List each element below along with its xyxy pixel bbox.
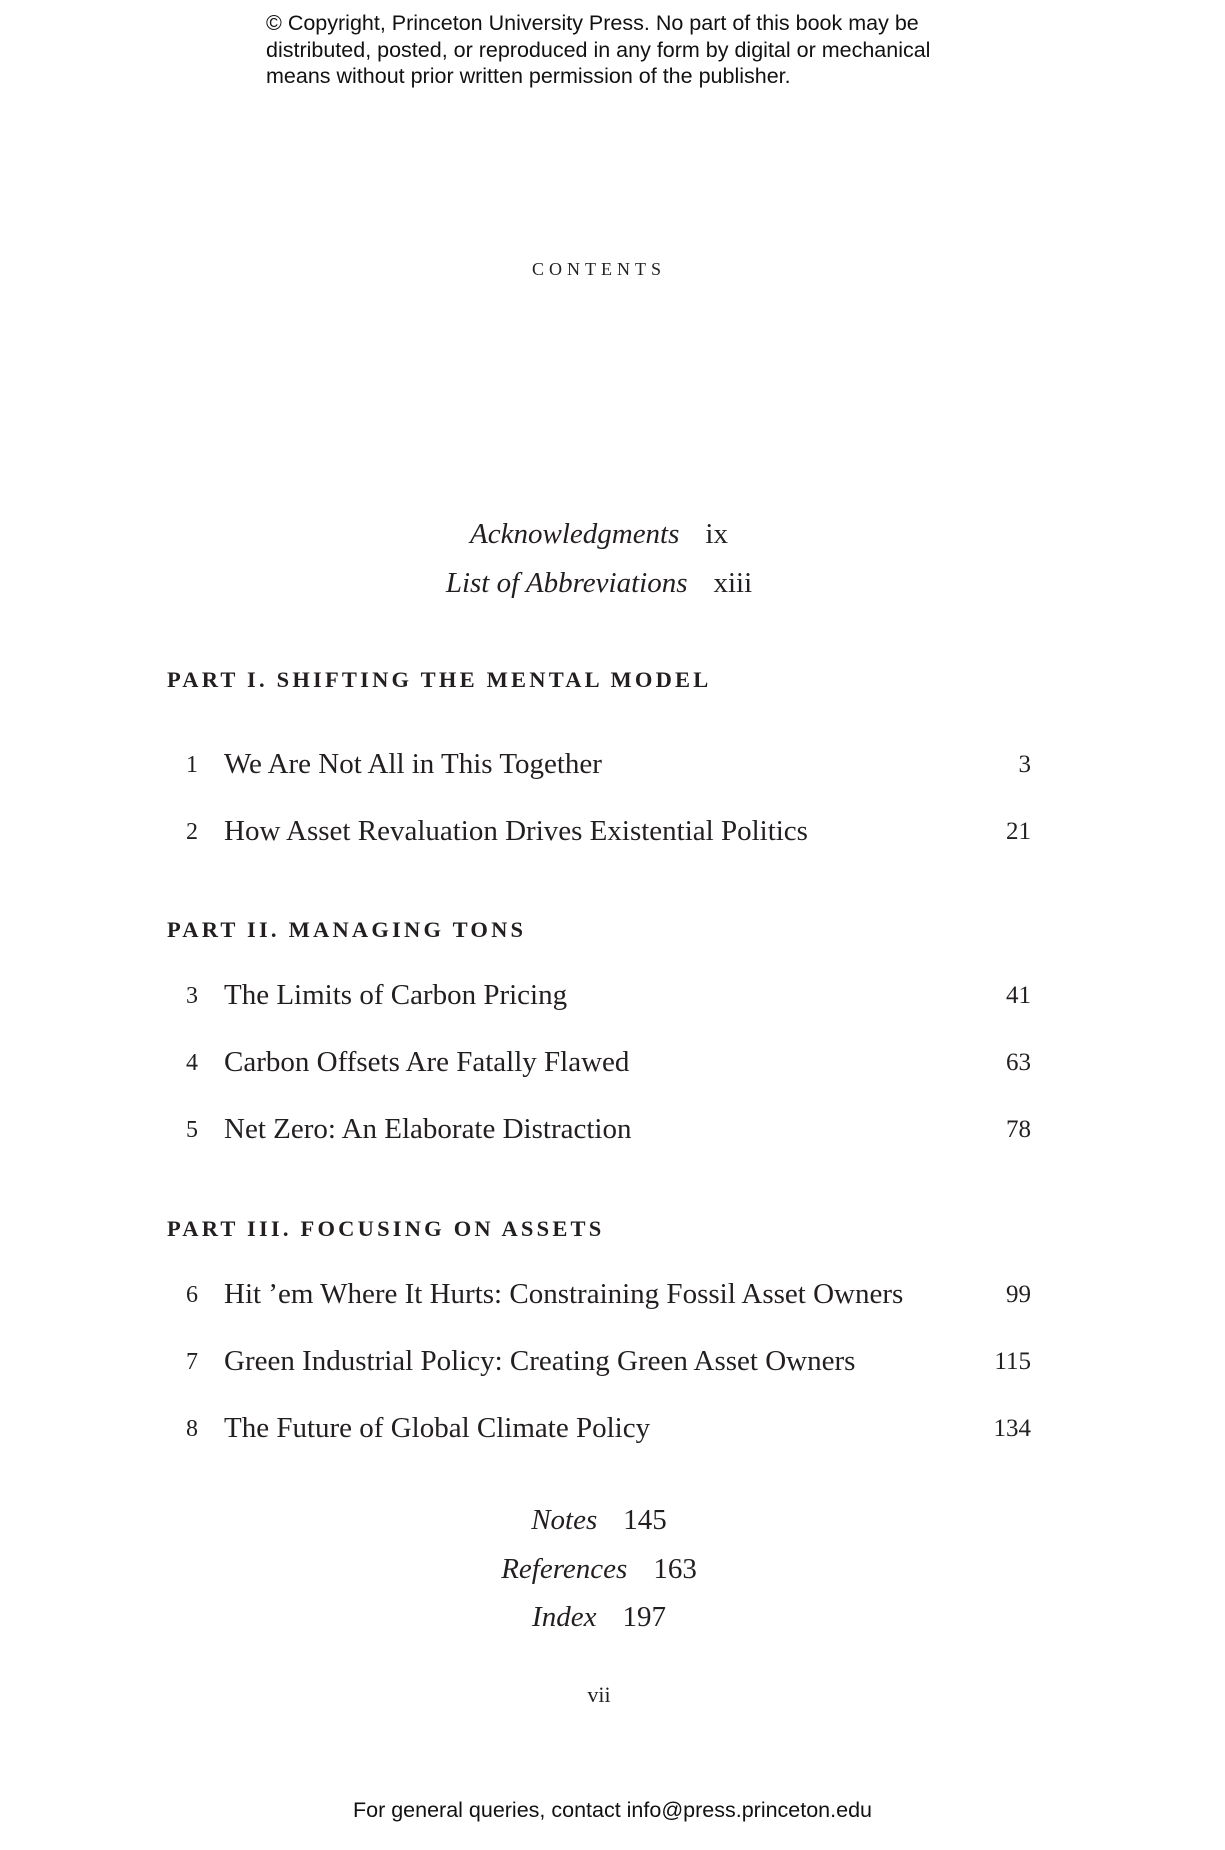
toc-entry-page: xiii <box>713 567 753 599</box>
toc-chapter <box>0 1345 1225 1385</box>
toc-entry-index <box>0 1601 1198 1634</box>
copyright-notice <box>266 10 1026 90</box>
toc-entry-label: Index <box>532 1601 597 1633</box>
toc-entry-label: Acknowledgments <box>470 518 680 550</box>
chapter-title: Green Industrial Policy: Creating Green Asset Owners <box>224 1345 856 1377</box>
toc-entry-page: 163 <box>653 1553 697 1585</box>
toc-chapter <box>0 1113 1225 1153</box>
toc-entry-page: ix <box>705 518 728 550</box>
toc-chapter <box>0 748 1225 788</box>
chapter-number: 6 <box>186 1282 198 1308</box>
chapter-page: 115 <box>994 1348 1031 1375</box>
toc-entry-abbreviations <box>0 567 1198 600</box>
toc-entry-references <box>0 1553 1198 1586</box>
toc-chapter <box>0 979 1225 1019</box>
chapter-number: 1 <box>186 752 198 778</box>
page-number: vii <box>587 1682 611 1707</box>
chapter-title: The Future of Global Climate Policy <box>224 1412 651 1444</box>
chapter-page: 78 <box>1006 1116 1031 1143</box>
toc-chapter <box>0 815 1225 855</box>
copyright-line: means without prior written permission of the publisher. <box>266 64 791 88</box>
chapter-page: 41 <box>1006 982 1031 1009</box>
toc-chapter <box>0 1278 1225 1318</box>
chapter-number: 5 <box>186 1117 198 1143</box>
page-title: contents <box>532 252 666 281</box>
toc-entry-acknowledgments <box>0 518 1198 551</box>
toc-entry-page: 197 <box>622 1601 666 1633</box>
chapter-title: Net Zero: An Elaborate Distraction <box>224 1113 632 1145</box>
chapter-title: We Are Not All in This Together <box>224 748 602 780</box>
toc-entry-page: 145 <box>623 1504 667 1536</box>
chapter-number: 3 <box>186 983 198 1009</box>
chapter-page: 3 <box>1018 751 1031 778</box>
part-heading: PART I. SHIFTING THE MENTAL MODEL <box>167 667 712 692</box>
chapter-page: 63 <box>1006 1049 1031 1076</box>
chapter-page: 99 <box>1006 1281 1031 1308</box>
chapter-title: Hit ’em Where It Hurts: Constraining Fossil Asset Owners <box>224 1278 904 1310</box>
part-heading: PART II. MANAGING TONS <box>167 917 527 942</box>
toc-entry-label: Notes <box>531 1504 598 1536</box>
toc-entry-label: References <box>501 1553 628 1585</box>
chapter-title: The Limits of Carbon Pricing <box>224 979 568 1011</box>
chapter-page: 21 <box>1006 818 1031 845</box>
part-heading: PART III. FOCUSING ON ASSETS <box>167 1216 605 1241</box>
toc-chapter <box>0 1412 1225 1452</box>
copyright-line: © Copyright, Princeton University Press. No part of this book may be <box>266 11 919 35</box>
copyright-line: distributed, posted, or reproduced in any form by digital or mechanical <box>266 37 931 62</box>
toc-entry-label: List of Abbreviations <box>445 567 688 599</box>
toc-entry-notes <box>0 1504 1198 1537</box>
chapter-number: 8 <box>186 1416 198 1442</box>
chapter-page: 134 <box>993 1415 1031 1442</box>
chapter-number: 2 <box>186 819 198 845</box>
toc-chapter <box>0 1046 1225 1086</box>
chapter-number: 7 <box>186 1349 198 1375</box>
chapter-number: 4 <box>186 1050 198 1076</box>
footer-contact: For general queries, contact info@press.princeton.edu <box>352 1798 872 1822</box>
chapter-title: How Asset Revaluation Drives Existential Politics <box>224 815 808 847</box>
chapter-title: Carbon Offsets Are Fatally Flawed <box>224 1046 630 1078</box>
